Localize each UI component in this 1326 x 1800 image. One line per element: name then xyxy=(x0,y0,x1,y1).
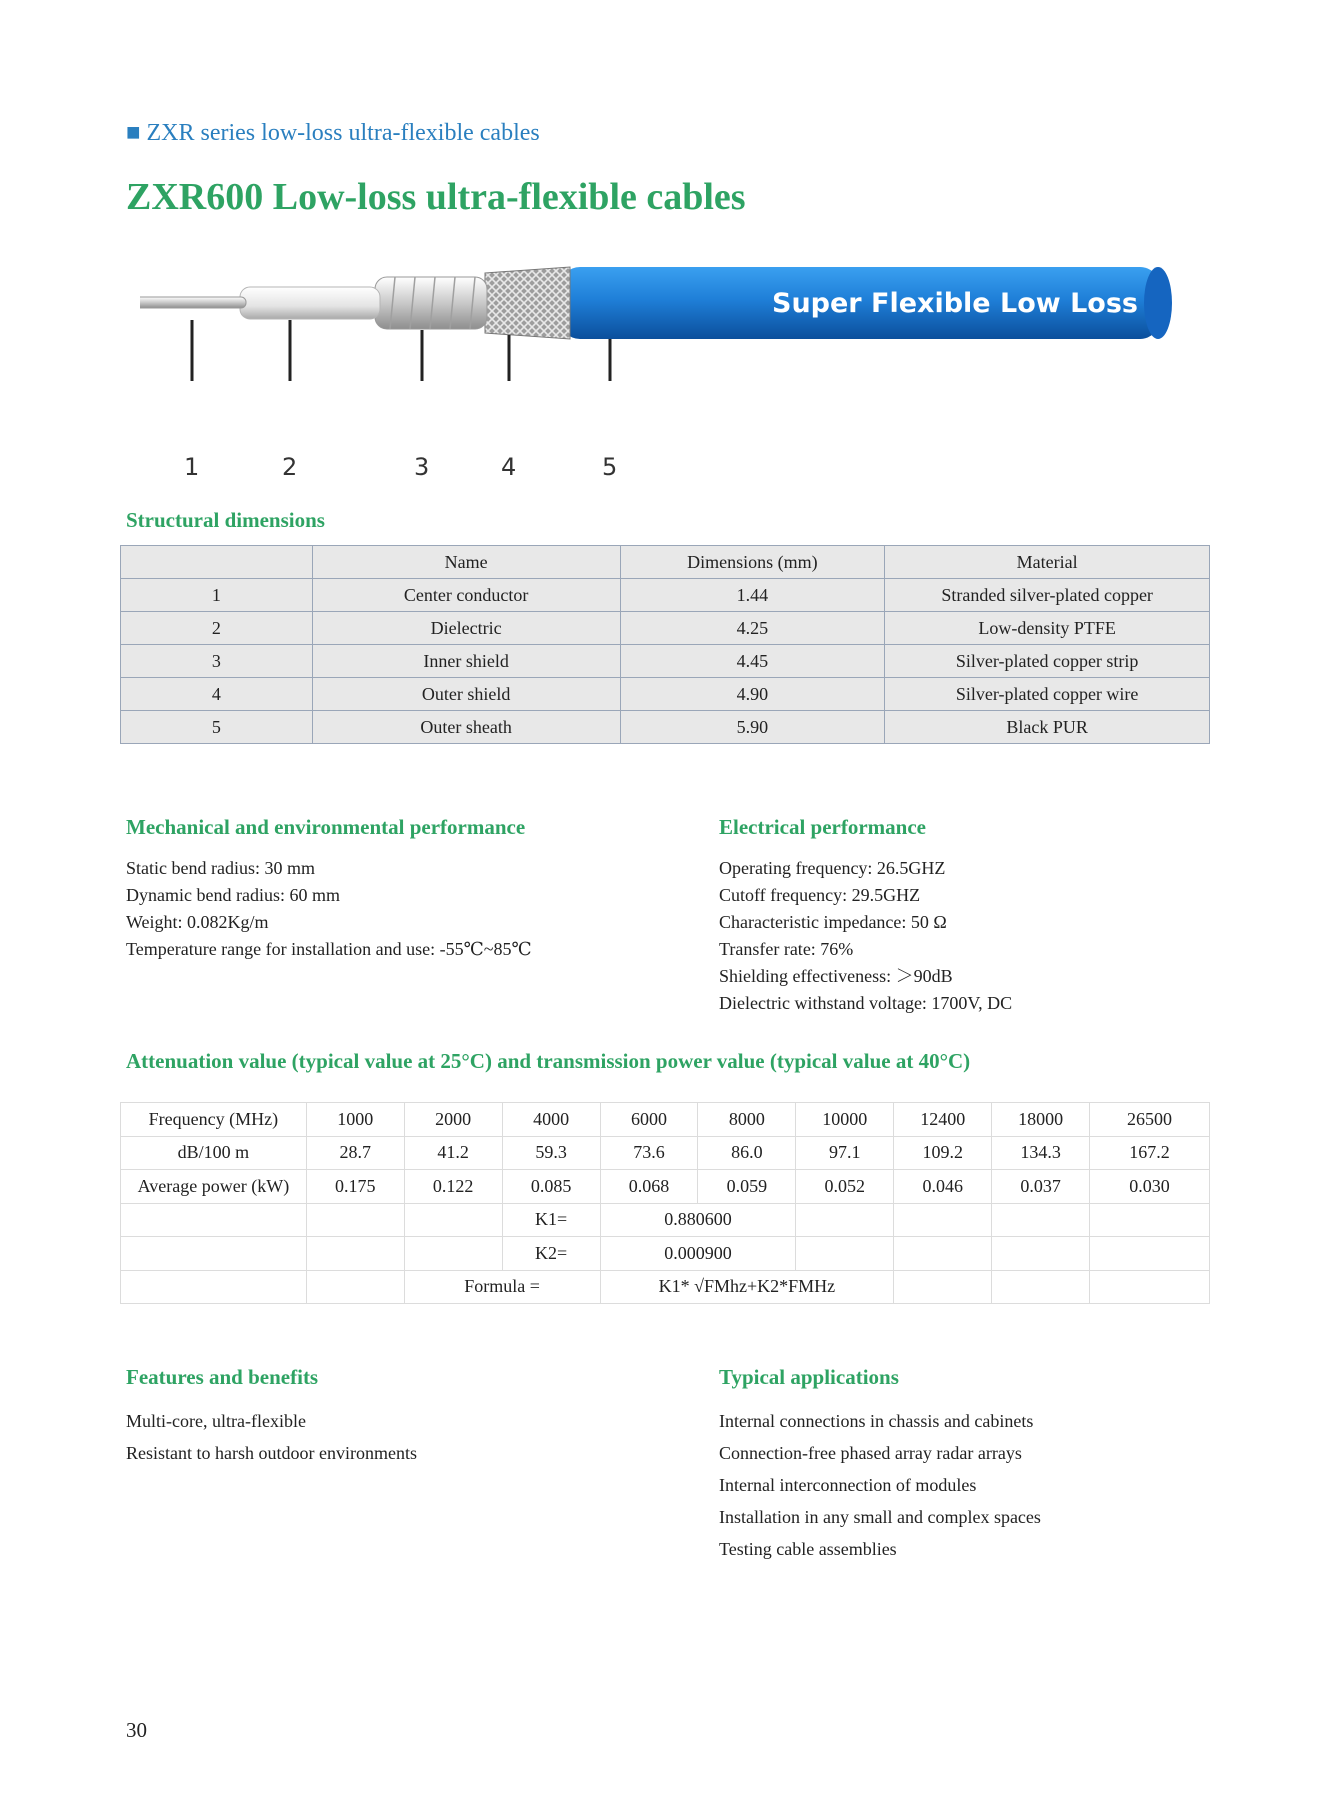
k2-value: 0.000900 xyxy=(600,1237,796,1271)
row-label: dB/100 m xyxy=(121,1136,307,1170)
table-cell: 0.175 xyxy=(306,1170,404,1204)
table-cell: 0.068 xyxy=(600,1170,698,1204)
table-cell: 5.90 xyxy=(620,711,885,744)
list-item: Operating frequency: 26.5GHZ xyxy=(719,858,946,878)
list-item: Installation in any small and complex spaces xyxy=(719,1507,1041,1527)
series-marker: ■ xyxy=(126,120,141,146)
row-label: Frequency (MHz) xyxy=(121,1103,307,1137)
list-item: Dielectric withstand voltage: 1700V, DC xyxy=(719,993,1013,1013)
table-header-cell xyxy=(121,546,313,579)
list-item: Cutoff frequency: 29.5GHZ xyxy=(719,885,921,905)
table-cell: Inner shield xyxy=(312,645,620,678)
table-cell: 0.052 xyxy=(796,1170,894,1204)
page-number: 30 xyxy=(126,1718,147,1742)
features-heading: Features and benefits xyxy=(126,1365,319,1389)
callout-2: 2 xyxy=(282,453,298,481)
table-cell: Silver-plated copper strip xyxy=(885,645,1210,678)
table-cell: 4.25 xyxy=(620,612,885,645)
list-item: Temperature range for installation and use: -55℃~85℃ xyxy=(126,939,532,959)
formula-row xyxy=(121,1270,1210,1304)
attenuation-table xyxy=(120,1102,1210,1304)
table-header-row xyxy=(121,546,1210,579)
table-cell: 1.44 xyxy=(620,579,885,612)
table-cell: 26500 xyxy=(1090,1103,1210,1137)
table-cell: Outer sheath xyxy=(312,711,620,744)
list-item: Resistant to harsh outdoor environments xyxy=(126,1443,417,1463)
table-cell: Black PUR xyxy=(885,711,1210,744)
k2-row xyxy=(121,1237,1210,1271)
frequency-row xyxy=(121,1103,1210,1137)
series-heading xyxy=(126,120,540,147)
table-cell: 0.046 xyxy=(894,1170,992,1204)
table-row xyxy=(121,579,1210,612)
table-cell: Stranded silver-plated copper xyxy=(885,579,1210,612)
table-cell: 28.7 xyxy=(306,1136,404,1170)
table-cell: 1 xyxy=(121,579,313,612)
k1-row xyxy=(121,1203,1210,1237)
applications-heading: Typical applications xyxy=(719,1365,899,1389)
jacket-text: Super Flexible Low Loss xyxy=(772,288,1138,319)
table-cell: 6000 xyxy=(600,1103,698,1137)
table-cell: 0.122 xyxy=(404,1170,502,1204)
k1-label: K1= xyxy=(502,1203,600,1237)
list-item: Internal connections in chassis and cabinets xyxy=(719,1411,1034,1431)
electrical-heading: Electrical performance xyxy=(719,815,926,839)
table-cell: Center conductor xyxy=(312,579,620,612)
list-item: Connection-free phased array radar arrays xyxy=(719,1443,1022,1463)
outer-shield-braid xyxy=(485,267,570,339)
table-cell: 18000 xyxy=(992,1103,1090,1137)
table-cell: 5 xyxy=(121,711,313,744)
table-cell: 2 xyxy=(121,612,313,645)
table-cell: 134.3 xyxy=(992,1136,1090,1170)
list-item: Testing cable assemblies xyxy=(719,1539,897,1559)
table-cell: 109.2 xyxy=(894,1136,992,1170)
table-cell: Outer shield xyxy=(312,678,620,711)
center-conductor xyxy=(140,297,246,308)
table-cell: 8000 xyxy=(698,1103,796,1137)
table-cell: 2000 xyxy=(404,1103,502,1137)
applications-list xyxy=(719,1405,1041,1565)
list-item: Transfer rate: 76% xyxy=(719,939,854,959)
formula-label: Formula = xyxy=(404,1270,600,1304)
table-cell: 4.45 xyxy=(620,645,885,678)
table-cell: 86.0 xyxy=(698,1136,796,1170)
list-item: Static bend radius: 30 mm xyxy=(126,858,315,878)
callout-3: 3 xyxy=(414,453,430,481)
table-cell: 3 xyxy=(121,645,313,678)
table-cell: 0.085 xyxy=(502,1170,600,1204)
table-row xyxy=(121,678,1210,711)
table-cell: 0.059 xyxy=(698,1170,796,1204)
mechanical-heading: Mechanical and environmental performance xyxy=(126,815,526,839)
callout-1: 1 xyxy=(184,453,200,481)
list-item: Multi-core, ultra-flexible xyxy=(126,1411,306,1431)
table-cell: 0.037 xyxy=(992,1170,1090,1204)
callout-4: 4 xyxy=(501,453,517,481)
mechanical-list xyxy=(126,855,532,963)
formula-value: K1* √FMhz+K2*FMHz xyxy=(600,1270,894,1304)
callout-5: 5 xyxy=(602,453,618,481)
row-label: Average power (kW) xyxy=(121,1170,307,1204)
page-title: ZXR600 Low-loss ultra-flexible cables xyxy=(126,176,746,218)
table-cell: 73.6 xyxy=(600,1136,698,1170)
table-cell: 10000 xyxy=(796,1103,894,1137)
power-row xyxy=(121,1170,1210,1204)
list-item: Characteristic impedance: 50 Ω xyxy=(719,912,947,932)
table-cell: Silver-plated copper wire xyxy=(885,678,1210,711)
db-row xyxy=(121,1136,1210,1170)
list-item: Internal interconnection of modules xyxy=(719,1475,977,1495)
table-header-cell: Dimensions (mm) xyxy=(620,546,885,579)
table-cell: 0.030 xyxy=(1090,1170,1210,1204)
table-cell: 4.90 xyxy=(620,678,885,711)
table-cell: 59.3 xyxy=(502,1136,600,1170)
series-title: ZXR series low-loss ultra-flexible cables xyxy=(146,120,540,146)
table-cell: 41.2 xyxy=(404,1136,502,1170)
table-row xyxy=(121,711,1210,744)
features-list xyxy=(126,1405,417,1469)
table-cell: 4 xyxy=(121,678,313,711)
table-header-cell: Material xyxy=(885,546,1210,579)
table-cell: 4000 xyxy=(502,1103,600,1137)
table-cell: 97.1 xyxy=(796,1136,894,1170)
attenuation-heading: Attenuation value (typical value at 25°C) and transmission power value (typical value at 40°C) xyxy=(126,1049,971,1073)
k1-value: 0.880600 xyxy=(600,1203,796,1237)
table-header-cell: Name xyxy=(312,546,620,579)
table-cell: 167.2 xyxy=(1090,1136,1210,1170)
outer-sheath-end xyxy=(1144,267,1172,339)
list-item: Dynamic bend radius: 60 mm xyxy=(126,885,340,905)
list-item: Shielding effectiveness: ＞90dB xyxy=(719,966,953,986)
table-cell: 1000 xyxy=(306,1103,404,1137)
table-cell: 12400 xyxy=(894,1103,992,1137)
table-cell: Low-density PTFE xyxy=(885,612,1210,645)
list-item: Weight: 0.082Kg/m xyxy=(126,912,269,932)
structural-heading: Structural dimensions xyxy=(126,508,325,532)
structural-table xyxy=(120,545,1210,744)
k2-label: K2= xyxy=(502,1237,600,1271)
table-row xyxy=(121,612,1210,645)
dielectric xyxy=(240,287,380,319)
table-row xyxy=(121,645,1210,678)
table-cell: Dielectric xyxy=(312,612,620,645)
electrical-list xyxy=(719,855,1012,1017)
